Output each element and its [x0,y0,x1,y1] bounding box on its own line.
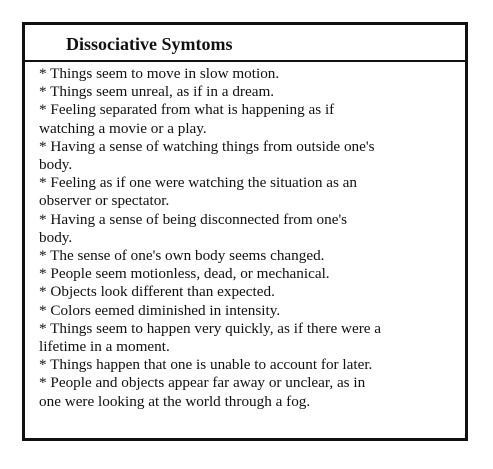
list-item-line: * People seem motionless, dead, or mechanical. [39,265,330,283]
list-item-line: * The sense of one's own body seems changed. [39,247,325,265]
list-item [39,302,455,320]
list-item-line: * Having a sense of watching things from outside one's [39,137,375,155]
list-item-line: body. [39,156,73,174]
list-item [39,320,455,356]
list-item [39,247,455,265]
box-title: Dissociative Symtoms [66,34,233,54]
list-item-line: * Things happen that one is unable to account for later. [39,356,373,374]
list-item-line: * Things seem to move in slow motion. [39,65,280,82]
list-item [39,356,455,374]
list-item [39,211,455,247]
list-item-line: * Feeling separated from what is happening as if [39,101,335,119]
list-item-line: lifetime in a moment. [39,338,170,356]
list-item [39,174,455,210]
list-item-line: * Feeling as if one were watching the situation as an [39,174,358,192]
list-item [39,265,455,283]
title-divider [25,60,465,62]
list-item [39,101,455,137]
list-item [39,65,455,83]
list-item [39,83,455,101]
list-item-line: * Things seem unreal, as if in a dream. [39,83,275,101]
list-item-line: * Objects look different than expected. [39,283,275,301]
symptoms-box [22,22,468,441]
list-item-line: one were looking at the world through a fog. [39,392,311,410]
list-item-line: * Things seem to happen very quickly, as if there were a [39,319,382,337]
list-item [39,138,455,174]
list-item-line: observer or spectator. [39,192,170,210]
list-item-line: watching a movie or a play. [39,119,207,137]
symptom-list [39,65,455,411]
list-item-line: * People and objects appear far away or unclear, as in [39,374,366,392]
list-item [39,283,455,301]
list-item-line: * Having a sense of being disconnected from one's [39,210,348,228]
list-item-line: body. [39,228,73,246]
list-item [39,374,455,410]
list-item-line: * Colors eemed diminished in intensity. [39,301,281,319]
